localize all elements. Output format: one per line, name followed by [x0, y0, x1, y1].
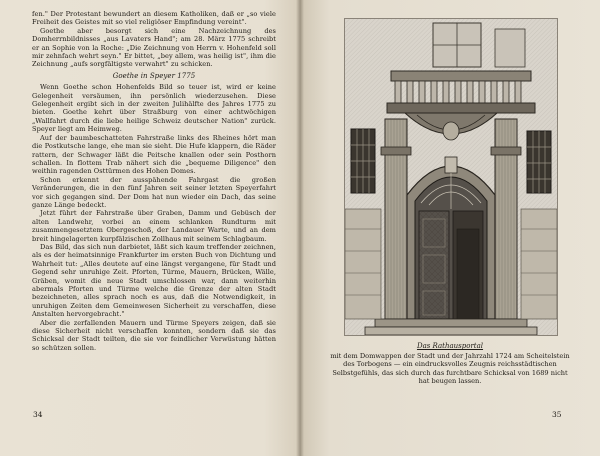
page-number-left: 34 [33, 410, 43, 419]
portal-drawing [345, 19, 557, 335]
page-number-right: 35 [552, 410, 562, 419]
paragraph: Goethe aber besorgt sich eine Nachzeichnung des Domherrnbildnisses „aus Lavaters Hand"; am 28. März 1775 schreibt er an Sophie von la Roche: „Die Zeichnung von Herrn v. Hohenfeld soll mir zehnfach wehrt seyn." Er bittet, „bey allem, was heilig ist", ihm die Zeichnung „aufs sorgfältigste verwahrt" zu schicken. [32, 26, 276, 69]
section-heading: Goethe in Speyer 1775 [112, 71, 196, 80]
paragraph: Das Bild, das sich nun darbietet, läßt sich kaum treffender zeichnen, als es der heimatsinnige Frankfurter im ersten Buch von Dichtung und Wahrheit tut: „Alles deutete auf eine längst vergangene, für Stadt und Gegend sehr unruhige Zeit. Pforten, Türme, Mauern, Brücken, Wälle, Gräben, womit die neue Stadt umschlossen war, dann weiterhin abermals Pforten und Türme welche die Grenze der alten Stadt bezeichneten, alles sprach noch es aus, daß die Notwendigkeit, in unruhigen Zeiten dem Gemeinwesen Sicherheit zu verschaffen, diese Anstalten hervorgebracht." [32, 242, 276, 319]
paragraph: Auf der baumbeschatteten Fahrstraße links des Rheines hört man die Postkutsche lange, ehe man sie sieht. Die Hufe klappern, die Räder rattern, der Schwager läßt die Peitsche knallen oder sein Posthorn schallen. In flottem Trab nähert sich die „bequeme Diligence" den weithin ragenden Osttürmen des Hohen Domes. [32, 133, 276, 176]
paragraph: fen." Der Protestant bewundert an diesem Katholiken, daß er „so viele Freiheit des Geistes mit so viel religiöser Empfindung vereint". [32, 10, 276, 27]
illustration-rathausportal [344, 18, 558, 336]
paragraph: Wenn Goethe schon Hohenfelds Bild so teuer ist, wird er keine Gelegenheit versäumen, ihn persönlich wiederzusehen. Diese Gelegenheit ergibt sich in der zweiten Julihälfte des Jahres 1775 zu bieten. Goethe kehrt über Straßburg von einer achtwöchigen „Wallfahrt durch die liebe heilige Schweiz deutscher Nation" zurück. Speyer liegt am Heimweg. [32, 83, 276, 134]
caption-title: Das Rathausportal [416, 342, 484, 350]
paragraph: Schon erkennt der ausspähende Fahrgast die großen Veränderungen, die in den fünf Jahren seit seiner letzten Speyerfahrt vor sich gegangen sind. Der Dom hat nun wieder ein Dach, das seine ganze Länge bedeckt. [32, 175, 276, 209]
paragraph: Aber die zerfallenden Mauern und Türme Speyers zeigen, daß sie diese Sicherheit nicht verschaffen konnten, sondern daß sie das Schicksal der Stadt teilten, die sie vor feindlicher Verwüstung hätten so schützen sollen. [32, 318, 276, 352]
paragraph: Jetzt führt der Fahrstraße über Graben, Damm und Gebüsch der alten Landwehr, vorbei an einem schlanken Rundturm mit zusammengesetztem Obergeschoß, der Landauer Warte, und an dem breit hingelagerten kurpfälzischen Zollhaus mit seinem Schlagbaum. [32, 209, 276, 243]
book-gutter [296, 0, 304, 456]
caption-body: mit dem Domwappen der Stadt und der Jahrzahl 1724 am Scheitelstein des Torbogens — ein eindrucksvolles Zeugnis reichsstädtischen Selbstgefühls, das sich durch das furchtbare Schicksal von 1689 nicht hat beugen lassen. [330, 352, 570, 385]
left-text-column [32, 10, 276, 352]
